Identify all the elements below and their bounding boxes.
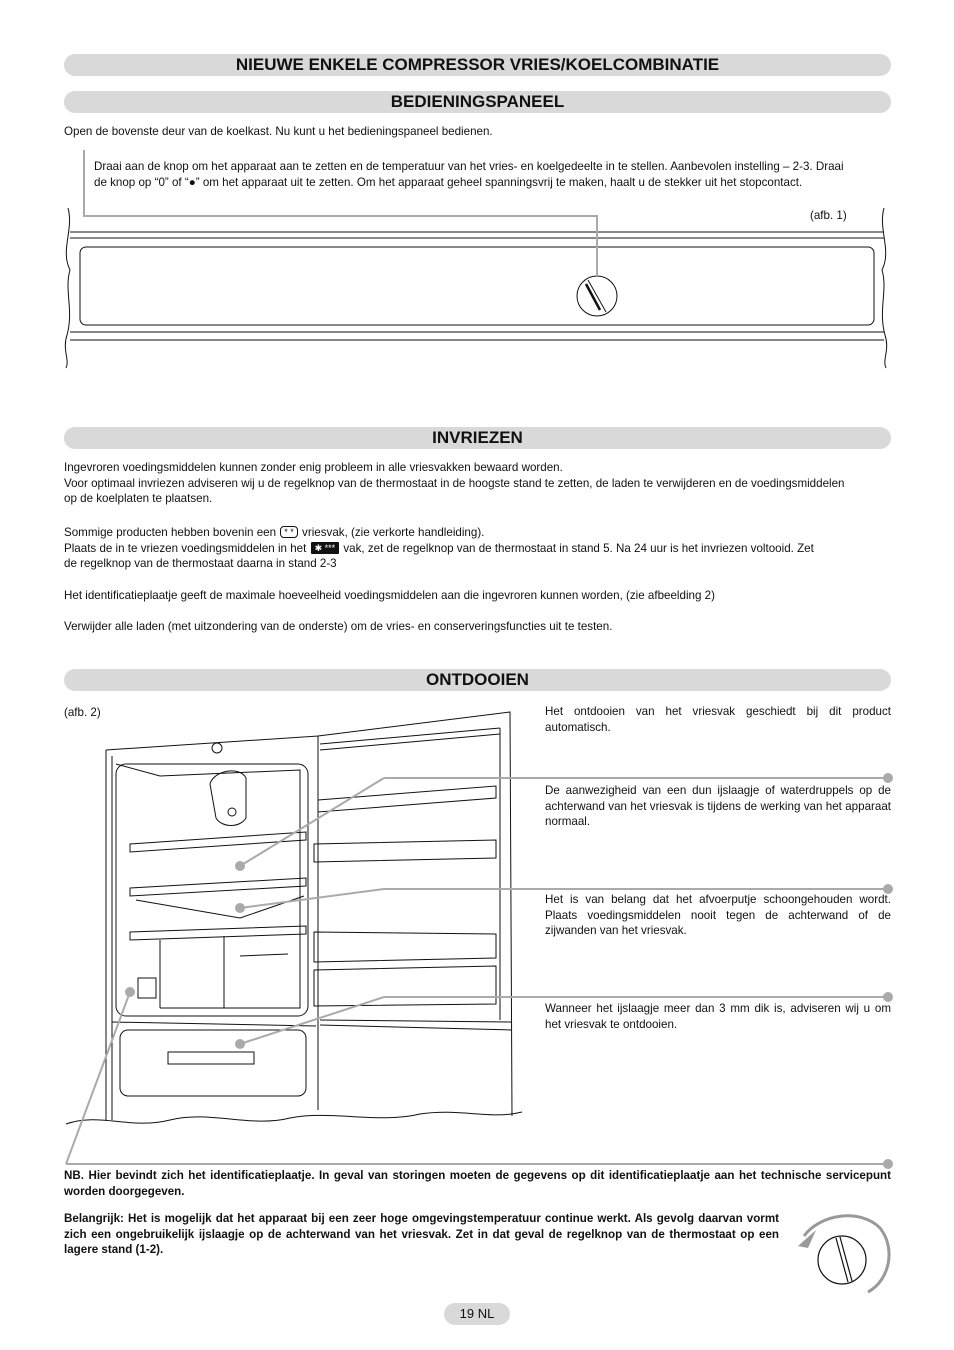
- two-star-symbol-icon: * *: [280, 526, 298, 538]
- defrost-text-1: Het ontdooien van het vriesvak geschiedt bij dit product automatisch.: [545, 705, 891, 734]
- freeze-paragraph-4: Verwijder alle laden (met uitzondering van de onderste) om de vries- en conserveringsfuncties uit te testen.: [64, 620, 613, 633]
- freeze-heading: INVRIEZEN: [64, 427, 891, 449]
- panel-callout-text: Draai aan de knop om het apparaat aan te zetten en de temperatuur van het vries- en koelgedeelte in te stellen. Aanbevolen instelling – 2-3. Draai de knop op “0” of “●” om het apparaat uit te zetten. Om het apparaat geheel spanningsvrij te maken, haalt u de stekker uit het stopcontact.: [94, 160, 844, 189]
- thermostat-knob-icon: [790, 1208, 900, 1300]
- defrost-text-2: De aanwezigheid van een dun ijslaagje of waterdruppels op de achterwand van het vriesvak is tijdens de werking van het apparaat normaal.: [545, 784, 891, 829]
- defrost-heading: ONTDOOIEN: [64, 669, 891, 691]
- panel-heading: BEDIENINGSPANEEL: [64, 91, 891, 113]
- fig1-label: (afb. 1): [810, 209, 847, 222]
- defrost-text-4: Wanneer het ijslaagje meer dan 3 mm dik is, adviseren wij u om het vriesvak te ontdooien.: [545, 1002, 891, 1031]
- panel-intro: Open de bovenste deur van de koelkast. Nu kunt u het bedieningspaneel bedienen.: [64, 125, 493, 138]
- page-number: 19 NL: [444, 1303, 510, 1325]
- freeze-paragraph-2: Sommige producten hebben bovenin een * * vriesvak, (zie verkorte handleiding). Plaats de in te vriezen voedingsmiddelen in het ✱ *** vak, zet de regelknop van de thermostaat in stand 5. Na 24 uur is het invriezen voltooid. Zet de regelknop van de thermostaat daarna in stand 2-3: [64, 526, 814, 571]
- main-heading: NIEUWE ENKELE COMPRESSOR VRIES/KOELCOMBINATIE: [64, 54, 891, 76]
- fig2-label: (afb. 2): [64, 706, 101, 719]
- freeze-paragraph-3: Het identificatieplaatje geeft de maximale hoeveelheid voedingsmiddelen aan die ingevroren kunnen worden, (zie afbeelding 2): [64, 589, 715, 602]
- four-star-symbol-icon: ✱ ***: [311, 542, 340, 554]
- important-note: Belangrijk: Het is mogelijk dat het apparaat bij een zeer hoge omgevingstemperatuur continue werkt. Als gevolg daarvan vormt zich een ongebruikelijk ijslaagje op de achterwand van het vriesvak. Zet in dat geval de regelknop van de thermostaat op een lagere stand (1-2).: [64, 1212, 779, 1257]
- defrost-text-3: Het is van belang dat het afvoerputje schoongehouden wordt. Plaats voedingsmiddelen nooit tegen de achterwand of de zijwanden van het vriesvak.: [545, 893, 891, 938]
- freeze-paragraph-1: Ingevroren voedingsmiddelen kunnen zonder enig probleem in alle vriesvakken bewaard worden. Voor optimaal invriezen adviseren wij u de regelknop van de thermostaat in de hoogste stand te zetten, de laden te verwijderen en de voedingsmiddelen op de koelplaten te plaatsen.: [64, 461, 845, 506]
- nb-note: NB. Hier bevindt zich het identificatieplaatje. In geval van storingen moeten de gegevens op dit identificatieplaatje aan het technische servicepunt worden doorgegeven.: [64, 1169, 891, 1198]
